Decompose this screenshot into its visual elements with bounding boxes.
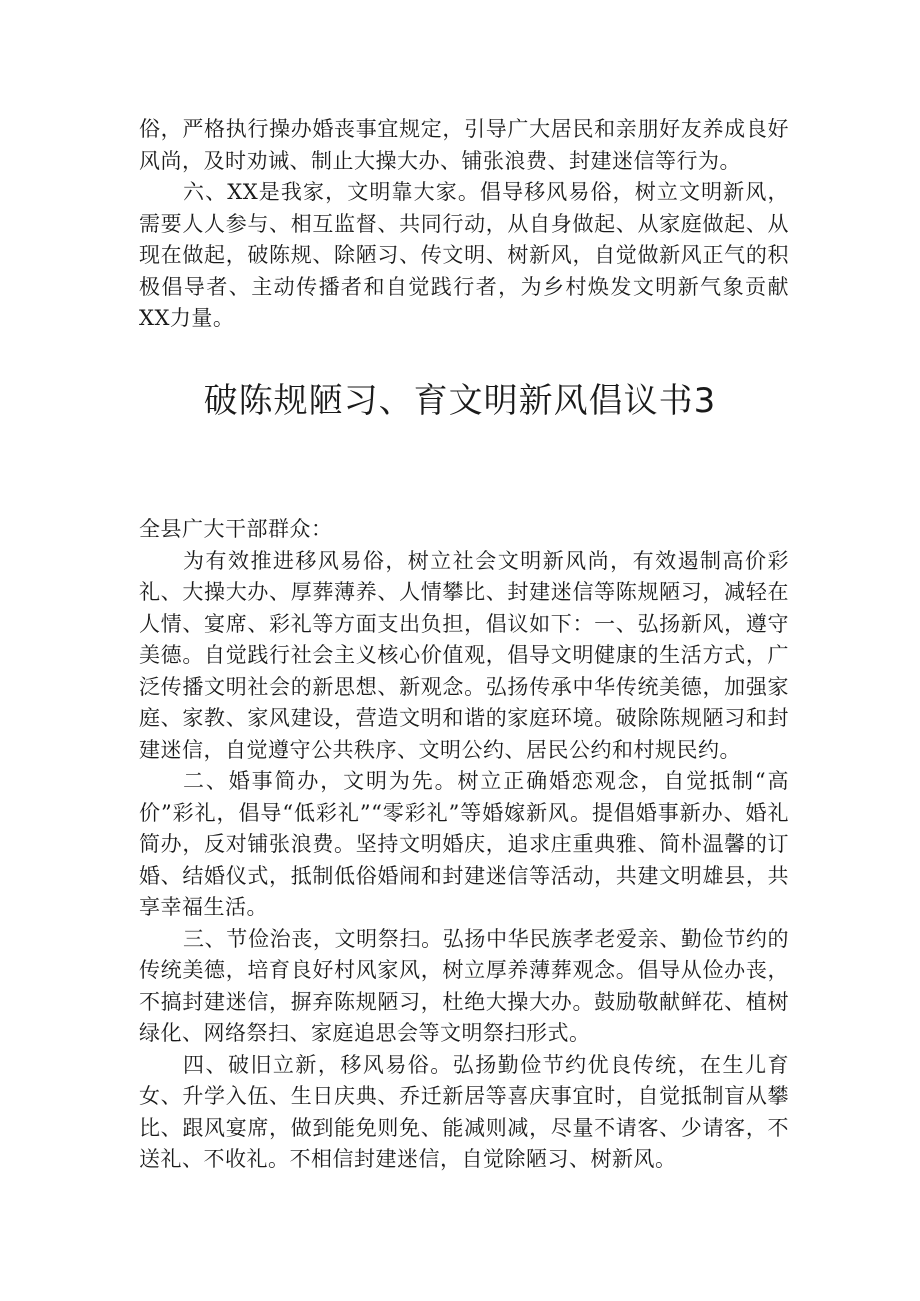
continuation-section [139, 114, 789, 335]
item-three-paragraph: 三、节俭治丧，文明祭扫。弘扬中华民族孝老爱亲、勤俭节约的传统美德，培育良好村风家风，树立厚养薄葬观念。倡导从俭办丧，不搞封建迷信，摒弃陈规陋习，杜绝大操大办。鼓励敬献鲜花、植树绿化、网络祭扫、家庭追思会等文明祭扫形式。 [139, 926, 789, 1045]
salutation: 全县广大干部群众： [139, 517, 333, 541]
continuation-paragraph: 俗，严格执行操办婚丧事宜规定，引导广大居民和亲朋好友养成良好风尚，及时劝诫、制止大操大办、铺张浪费、封建迷信等行为。 [139, 117, 789, 173]
item-six-paragraph: 六、XX是我家，文明靠大家。倡导移风易俗，树立文明新风，需要人人参与、相互监督、共同行动，从自身做起、从家庭做起、从现在做起，破陈规、除陋习、传文明、树新风，自觉做新风正气的积极倡导者、主动传播者和自觉践行者，为乡村焕发文明新气象贡献XX力量。 [139, 180, 789, 330]
document-title: 破陈规陋习、育文明新风倡议书3 [203, 381, 717, 421]
proposal-body [139, 514, 789, 1176]
item-two-paragraph: 二、婚事简办，文明为先。树立正确婚恋观念，自觉抵制“高价”彩礼，倡导“低彩礼”“零彩礼”等婚嫁新风。提倡婚事新办、婚礼简办，反对铺张浪费。坚持文明婚庆，追求庄重典雅、简朴温馨的订婚、结婚仪式，抵制低俗婚闹和封建迷信等活动，共建文明雄县，共享幸福生活。 [139, 769, 789, 919]
intro-paragraph: 为有效推进移风易俗，树立社会文明新风尚，有效遏制高价彩礼、大操大办、厚葬薄养、人情攀比、封建迷信等陈规陋习，减轻在人情、宴席、彩礼等方面支出负担，倡议如下：一、弘扬新风，遵守美德。自觉践行社会主义核心价值观，倡导文明健康的生活方式，广泛传播文明社会的新思想、新观念。弘扬传承中华传统美德，加强家庭、家教、家风建设，营造文明和谐的家庭环境。破除陈规陋习和封建迷信，自觉遵守公共秩序、文明公约、居民公约和村规民约。 [139, 548, 789, 762]
item-four-paragraph: 四、破旧立新，移风易俗。弘扬勤俭节约优良传统，在生儿育女、升学入伍、生日庆典、乔迁新居等喜庆事宜时，自觉抵制盲从攀比、跟风宴席，做到能免则免、能减则减，尽量不请客、少请客，不送礼、不收礼。不相信封建迷信，自觉除陋习、树新风。 [139, 1052, 789, 1171]
